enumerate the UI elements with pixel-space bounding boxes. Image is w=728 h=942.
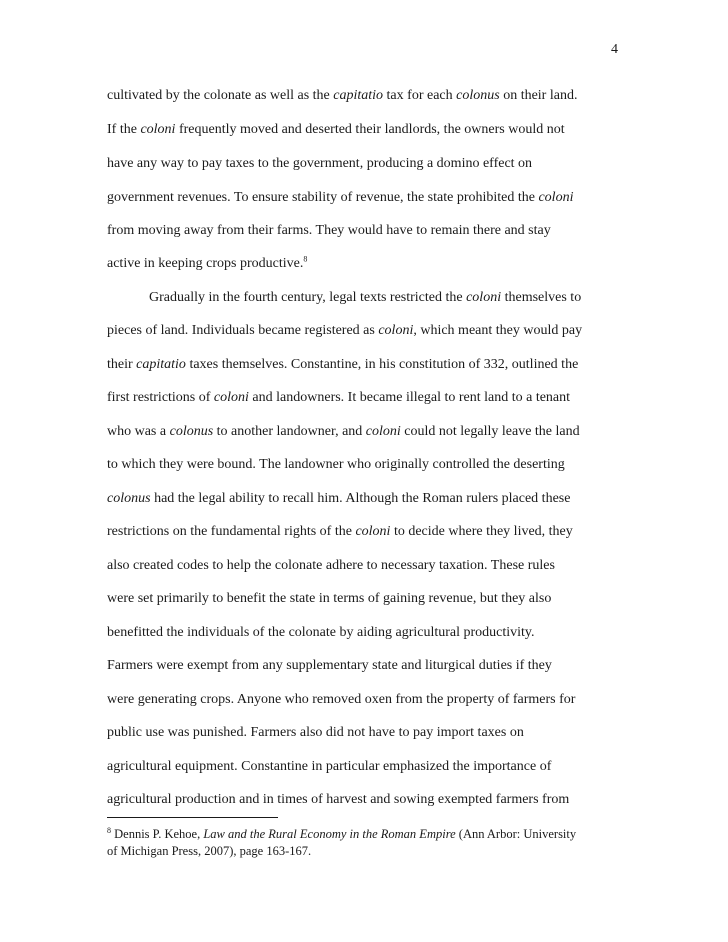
text-run: themselves to: [501, 290, 582, 305]
text-line: [107, 691, 575, 709]
text-run: Farmers were exempt from any supplementary state and liturgical duties if they: [107, 658, 552, 673]
text-line: [149, 289, 581, 307]
text-line: [107, 322, 582, 340]
italic-run: colonus: [107, 491, 151, 506]
text-line: [107, 222, 551, 240]
footnote-line: [107, 826, 576, 842]
text-run: taxes themselves. Constantine, in his constitution of 332, outlined the: [185, 357, 579, 372]
italic-run: capitatio: [136, 357, 186, 372]
text-run: to decide where they lived, they: [390, 524, 573, 539]
text-line: [107, 758, 551, 776]
text-run: were set primarily to benefit the state in terms of gaining revenue, but they also: [107, 591, 552, 606]
text-line: [107, 389, 570, 407]
text-line: [107, 624, 535, 642]
footnote-publisher: (Ann Arbor: University: [455, 827, 577, 841]
text-run: pieces of land. Individuals became registered as: [107, 323, 379, 338]
text-line: [107, 456, 565, 474]
text-run: tax for each: [383, 88, 457, 103]
text-line: [107, 523, 573, 541]
italic-run: colonus: [456, 88, 500, 103]
text-run: were generating crops. Anyone who removed oxen from the property of farmers for: [107, 692, 576, 707]
text-line: [107, 657, 552, 675]
italic-run: coloni: [538, 190, 574, 205]
text-line: [107, 423, 580, 441]
text-run: frequently moved and deserted their landlords, the owners would not: [175, 122, 565, 137]
text-line: [107, 255, 307, 273]
text-run: cultivated by the colonate as well as the: [107, 88, 334, 103]
text-run: government revenues. To ensure stability of revenue, the state prohibited the: [107, 190, 539, 205]
text-run: from moving away from their farms. They would have to remain there and stay: [107, 223, 551, 238]
text-run: agricultural equipment. Constantine in particular emphasized the importance of: [107, 759, 552, 774]
text-run: and landowners. It became illegal to rent land to a tenant: [248, 390, 571, 405]
text-run: have any way to pay taxes to the government, producing a domino effect on: [107, 156, 533, 171]
text-run: could not legally leave the land: [400, 424, 580, 439]
text-line: [107, 791, 569, 809]
page-number: 4: [611, 42, 618, 57]
text-run: agricultural production and in times of harvest and sowing exempted farmers from: [107, 792, 570, 807]
italic-run: capitatio: [333, 88, 384, 103]
italic-run: colonus: [169, 424, 214, 439]
text-run: , which meant they would pay: [413, 323, 583, 338]
footnote-line: [107, 843, 311, 859]
italic-run: coloni: [355, 524, 391, 539]
italic-run: coloni: [378, 323, 414, 338]
text-run: who was a: [107, 424, 170, 439]
text-line: [107, 87, 577, 105]
italic-run: coloni: [365, 424, 401, 439]
text-line: [107, 155, 532, 173]
text-line: [107, 189, 573, 207]
text-line: [107, 557, 555, 575]
text-run: active in keeping crops productive.: [107, 256, 304, 271]
footnote-separator: [107, 817, 278, 818]
text-run: had the legal ability to recall him. Although the Roman rulers placed these: [150, 491, 571, 506]
footnote-author: Dennis P. Kehoe,: [111, 827, 204, 841]
text-run: benefitted the individuals of the colonate by aiding agricultural productivity.: [107, 625, 535, 640]
text-run: If the: [107, 122, 141, 137]
text-line: [107, 121, 565, 139]
text-line: [107, 724, 524, 742]
text-run: public use was punished. Farmers also did not have to pay import taxes on: [107, 725, 524, 740]
italic-run: coloni: [140, 122, 176, 137]
footnote-citation: of Michigan Press, 2007), page 163-167.: [107, 844, 312, 858]
italic-run: coloni: [466, 290, 502, 305]
text-run: also created codes to help the colonate adhere to necessary taxation. These rules: [107, 558, 555, 573]
text-run: on their land.: [499, 88, 578, 103]
text-line: [107, 590, 551, 608]
text-run: first restrictions of: [107, 390, 214, 405]
italic-run: coloni: [213, 390, 249, 405]
footnote-number: 8: [107, 825, 111, 835]
text-run: to which they were bound. The landowner who originally controlled the deserting: [107, 457, 565, 472]
text-line: [107, 356, 578, 374]
text-run: restrictions on the fundamental rights of the: [107, 524, 356, 539]
text-line: [107, 490, 570, 508]
footnote-title: Law and the Rural Economy in the Roman Empire: [203, 827, 456, 841]
text-run: their: [107, 357, 137, 372]
text-run: to another landowner, and: [213, 424, 366, 439]
text-run: Gradually in the fourth century, legal texts restricted the: [149, 290, 467, 305]
footnote-reference: 8: [303, 254, 308, 264]
